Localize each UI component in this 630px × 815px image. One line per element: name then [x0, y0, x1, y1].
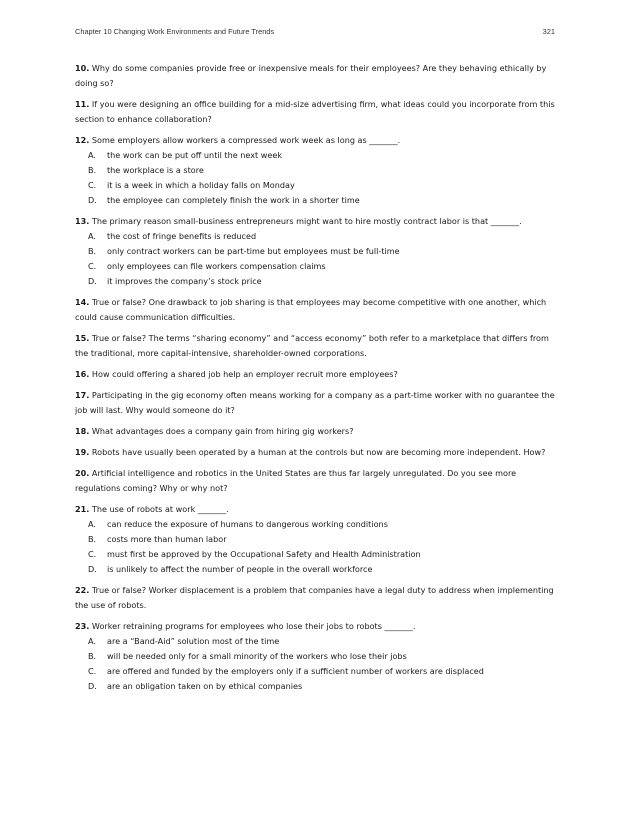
question-number: 19. — [75, 447, 90, 457]
question-number: 11. — [75, 99, 90, 109]
answer-option — [75, 679, 563, 694]
answer-options — [75, 148, 563, 208]
option-text: are an obligation taken on by ethical companies — [107, 681, 303, 691]
question-text: How could offering a shared job help an employer recruit more employees? — [91, 369, 398, 379]
option-letter: D. — [88, 276, 97, 286]
question-number: 12. — [75, 135, 90, 145]
answer-option — [75, 163, 563, 178]
question-number: 18. — [75, 426, 90, 436]
question-text: Artificial intelligence and robotics in the United States are thus far largely unregulated. Do you see more regulations coming? Why or why not? — [75, 468, 517, 493]
question-text-block — [75, 97, 563, 127]
question-item — [75, 97, 563, 127]
question-number: 13. — [75, 216, 90, 226]
question-text: Robots have usually been operated by a human at the controls but now are becoming more independent. How? — [91, 447, 546, 457]
option-text: the cost of fringe benefits is reduced — [107, 231, 257, 241]
answer-option — [75, 634, 563, 649]
answer-option — [75, 547, 563, 562]
option-letter: A. — [88, 150, 96, 160]
option-text: the workplace is a store — [107, 165, 204, 175]
answer-option — [75, 517, 563, 532]
question-item — [75, 133, 563, 208]
question-number: 14. — [75, 297, 90, 307]
question-item — [75, 61, 563, 91]
question-text-block — [75, 133, 563, 148]
question-text-block — [75, 388, 563, 418]
question-text: If you were designing an office building for a mid-size advertising firm, what ideas could you incorporate from this section to enhance collaboration? — [75, 99, 555, 124]
option-letter: C. — [88, 261, 97, 271]
review-questions — [75, 61, 563, 700]
answer-option — [75, 148, 563, 163]
question-text-block — [75, 466, 563, 496]
option-text: must first be approved by the Occupational Safety and Health Administration — [107, 549, 421, 559]
option-text: is unlikely to affect the number of people in the overall workforce — [107, 564, 373, 574]
option-text: it is a week in which a holiday falls on Monday — [107, 180, 295, 190]
question-text: True or false? The terms “sharing economy” and “access economy” both refer to a marketplace that differs from the traditional, more capital-intensive, shareholder-owned corporations. — [75, 333, 549, 358]
question-number: 22. — [75, 585, 90, 595]
question-text-block — [75, 445, 563, 460]
question-item — [75, 583, 563, 613]
answer-options — [75, 229, 563, 289]
answer-option — [75, 649, 563, 664]
question-number: 15. — [75, 333, 90, 343]
question-text-block — [75, 619, 563, 634]
option-text: will be needed only for a small minority of the workers who lose their jobs — [107, 651, 407, 661]
option-text: are offered and funded by the employers only if a sufficient number of workers are displaced — [107, 666, 484, 676]
option-letter: A. — [88, 519, 96, 529]
chapter-title: Chapter 10 Changing Work Environments and Future Trends — [75, 27, 275, 36]
question-text: True or false? One drawback to job sharing is that employees may become competitive with one another, which could cause communication difficulties. — [75, 297, 547, 322]
question-number: 23. — [75, 621, 90, 631]
option-text: can reduce the exposure of humans to dangerous working conditions — [107, 519, 388, 529]
option-text: the employee can completely finish the work in a shorter time — [107, 195, 360, 205]
option-letter: A. — [88, 231, 96, 241]
option-text: costs more than human labor — [107, 534, 227, 544]
answer-option — [75, 244, 563, 259]
question-text: Participating in the gig economy often means working for a company as a part-time worker with no guarantee the job will last. Why would someone do it? — [75, 390, 555, 415]
question-number: 10. — [75, 63, 90, 73]
question-number: 20. — [75, 468, 90, 478]
option-letter: B. — [88, 534, 97, 544]
option-letter: D. — [88, 195, 97, 205]
option-letter: C. — [88, 666, 97, 676]
question-item — [75, 331, 563, 361]
option-letter: B. — [88, 165, 97, 175]
question-text: The primary reason small-business entrepreneurs might want to hire mostly contract labor is that _______. — [91, 216, 522, 226]
option-letter: D. — [88, 564, 97, 574]
answer-option — [75, 664, 563, 679]
question-text-block — [75, 502, 563, 517]
option-letter: C. — [88, 180, 97, 190]
question-text: True or false? Worker displacement is a problem that companies have a legal duty to address when implementing the use of robots. — [75, 585, 554, 610]
question-text-block — [75, 424, 563, 439]
question-text-block — [75, 331, 563, 361]
question-item — [75, 388, 563, 418]
question-number: 21. — [75, 504, 90, 514]
option-letter: D. — [88, 681, 97, 691]
option-text: it improves the company’s stock price — [107, 276, 262, 286]
question-text: What advantages does a company gain from hiring gig workers? — [91, 426, 354, 436]
answer-option — [75, 193, 563, 208]
question-text-block — [75, 61, 563, 91]
option-letter: C. — [88, 549, 97, 559]
answer-option — [75, 532, 563, 547]
question-item — [75, 424, 563, 439]
question-text: Worker retraining programs for employees who lose their jobs to robots _______. — [91, 621, 416, 631]
question-number: 16. — [75, 369, 90, 379]
answer-option — [75, 229, 563, 244]
question-text-block — [75, 367, 563, 382]
question-text: Why do some companies provide free or inexpensive meals for their employees? Are they behaving ethically by doing so? — [75, 63, 547, 88]
option-text: only employees can file workers compensation claims — [107, 261, 326, 271]
page-number: 321 — [542, 27, 555, 36]
answer-options — [75, 634, 563, 694]
question-text-block — [75, 295, 563, 325]
answer-options — [75, 517, 563, 577]
question-item — [75, 445, 563, 460]
answer-option — [75, 562, 563, 577]
question-text-block — [75, 583, 563, 613]
running-header — [75, 27, 555, 39]
question-item — [75, 214, 563, 289]
option-text: are a “Band-Aid” solution most of the time — [107, 636, 280, 646]
answer-option — [75, 178, 563, 193]
question-item — [75, 619, 563, 694]
question-text: Some employers allow workers a compressed work week as long as _______. — [91, 135, 401, 145]
question-text: The use of robots at work _______. — [91, 504, 229, 514]
question-item — [75, 466, 563, 496]
option-letter: A. — [88, 636, 96, 646]
question-item — [75, 295, 563, 325]
option-text: only contract workers can be part-time but employees must be full-time — [107, 246, 400, 256]
option-letter: B. — [88, 651, 97, 661]
answer-option — [75, 274, 563, 289]
answer-option — [75, 259, 563, 274]
option-text: the work can be put off until the next week — [107, 150, 283, 160]
question-item — [75, 502, 563, 577]
option-letter: B. — [88, 246, 97, 256]
question-text-block — [75, 214, 563, 229]
question-number: 17. — [75, 390, 90, 400]
question-item — [75, 367, 563, 382]
